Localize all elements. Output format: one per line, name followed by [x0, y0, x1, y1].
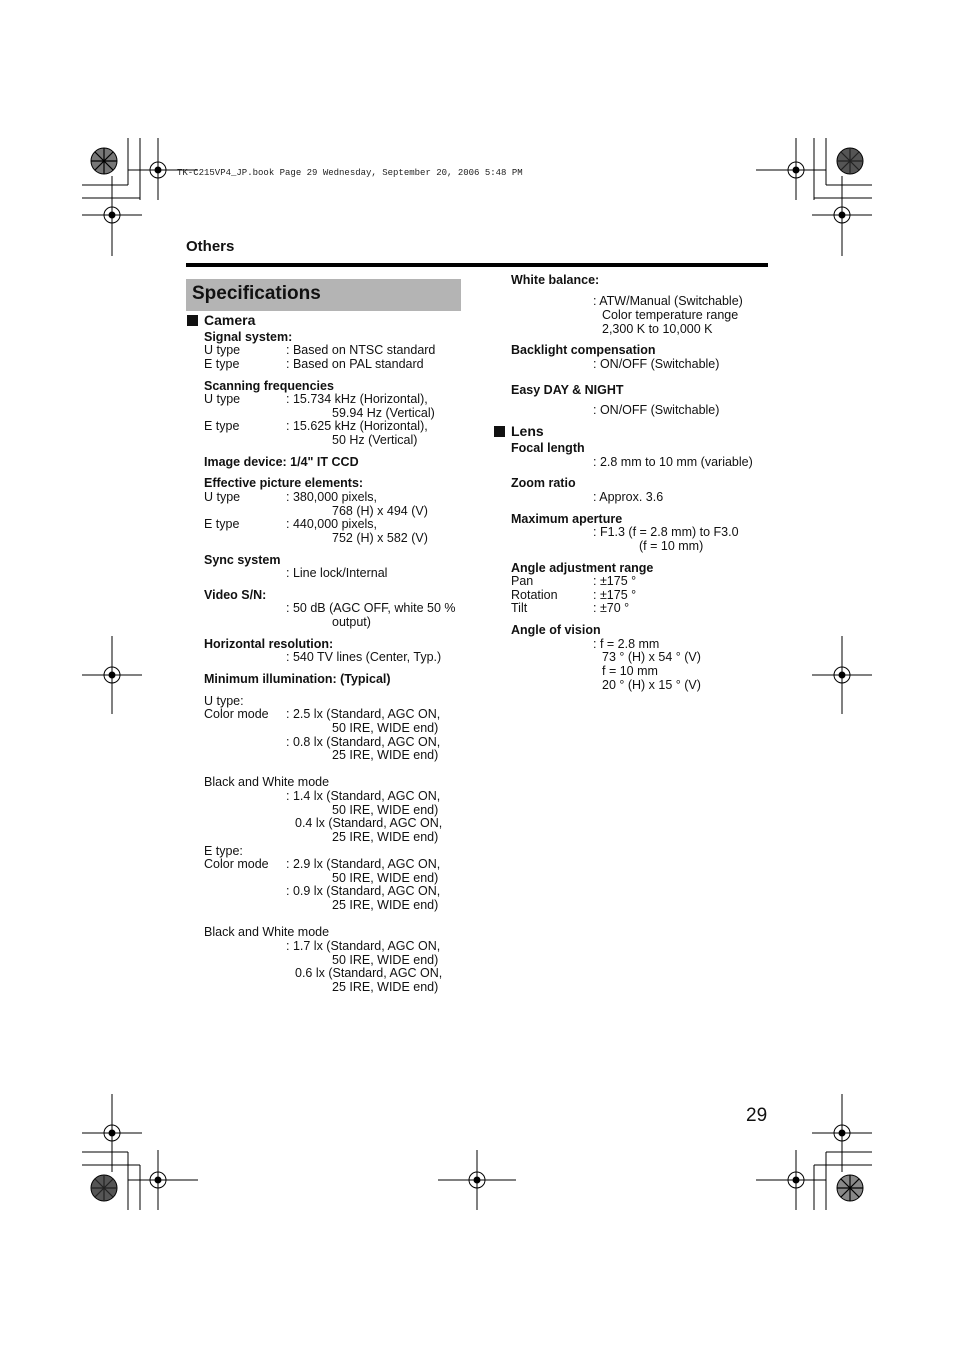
file-header: TK-C215VP4_JP.book Page 29 Wednesday, September 20, 2006 5:48 PM — [177, 168, 523, 178]
registration-mark-icon — [82, 1094, 142, 1172]
spec-value: (f = 10 mm) — [639, 539, 704, 553]
spec-sublabel: Black and White mode — [204, 775, 330, 789]
spec-value: : f = 2.8 mm — [593, 637, 660, 651]
spec-value: 25 IRE, WIDE end) — [332, 898, 439, 912]
spec-value: : ±175 ° — [593, 574, 637, 588]
registration-mark-icon — [438, 1150, 516, 1210]
spec-value: : ON/OFF (Switchable) — [593, 357, 720, 371]
spec-sublabel: Color mode — [204, 857, 269, 871]
registration-mark-icon — [812, 1094, 872, 1172]
spec-value: : 540 TV lines (Center, Typ.) — [286, 650, 442, 664]
spec-sublabel: Pan — [511, 574, 534, 588]
spec-value: : 2.9 lx (Standard, AGC ON, — [286, 857, 441, 871]
spec-value: : 2.8 mm to 10 mm (variable) — [593, 455, 753, 469]
registration-mark-icon — [812, 176, 872, 256]
spec-value: 50 IRE, WIDE end) — [332, 803, 439, 817]
registration-mark-icon — [82, 176, 142, 256]
registration-mark-icon — [812, 636, 872, 714]
spec-value: : 0.8 lx (Standard, AGC ON, — [286, 735, 441, 749]
spec-label: Zoom ratio — [511, 476, 576, 490]
spec-label: Video S/N: — [204, 588, 267, 602]
spec-value: 50 IRE, WIDE end) — [332, 871, 439, 885]
spec-value: 50 IRE, WIDE end) — [332, 953, 439, 967]
star-target-icon — [837, 148, 863, 174]
spec-label: Angle adjustment range — [511, 561, 654, 575]
spec-value: : Based on NTSC standard — [286, 343, 436, 357]
spec-label: White balance: — [511, 273, 600, 287]
spec-sublabel: Rotation — [511, 588, 558, 602]
page-title: Specifications — [192, 283, 321, 304]
spec-value: 73 ° (H) x 54 ° (V) — [602, 650, 701, 664]
spec-value: 0.6 lx (Standard, AGC ON, — [295, 966, 443, 980]
spec-sublabel: U type: — [204, 694, 244, 708]
spec-sublabel: E type — [204, 357, 240, 371]
spec-label: Backlight compensation — [511, 343, 656, 357]
spec-value: : 0.9 lx (Standard, AGC ON, — [286, 884, 441, 898]
registration-mark-icon — [756, 1150, 826, 1210]
spec-label: Scanning frequencies — [204, 379, 334, 393]
spec-value: output) — [332, 615, 371, 629]
bullet-square-icon — [187, 315, 198, 326]
spec-value: : Line lock/Internal — [286, 566, 388, 580]
star-target-icon — [91, 1175, 117, 1201]
spec-sublabel: U type — [204, 392, 241, 406]
spec-value: : 15.625 kHz (Horizontal), — [286, 419, 428, 433]
spec-value: : 15.734 kHz (Horizontal), — [286, 392, 428, 406]
registration-mark-icon — [128, 1150, 198, 1210]
spec-value: 59.94 Hz (Vertical) — [332, 406, 435, 420]
spec-value: : 2.5 lx (Standard, AGC ON, — [286, 707, 441, 721]
spec-sublabel: U type — [204, 343, 241, 357]
spec-value: : ±70 ° — [593, 601, 630, 615]
spec-label: Signal system: — [204, 330, 293, 344]
spec-value: 50 IRE, WIDE end) — [332, 721, 439, 735]
camera-heading: Camera — [204, 312, 256, 328]
spec-value: : 50 dB (AGC OFF, white 50 % — [286, 601, 456, 615]
spec-sublabel: Black and White mode — [204, 925, 330, 939]
spec-label: Angle of vision — [511, 623, 601, 637]
spec-label: Easy DAY & NIGHT — [511, 383, 624, 397]
spec-label: Effective picture elements: — [204, 476, 364, 490]
section-label: Others — [186, 238, 235, 255]
lens-heading: Lens — [511, 423, 544, 439]
spec-value: : F1.3 (f = 2.8 mm) to F3.0 — [593, 525, 739, 539]
registration-mark-icon — [756, 138, 826, 200]
spec-value: : Based on PAL standard — [286, 357, 424, 371]
spec-label: Focal length — [511, 441, 585, 455]
spec-value: 20 ° (H) x 15 ° (V) — [602, 678, 701, 692]
spec-label: Image device: 1/4" IT CCD — [204, 455, 359, 469]
spec-sublabel: E type: — [204, 844, 243, 858]
spec-value: : ±175 ° — [593, 588, 637, 602]
spec-value: : 1.4 lx (Standard, AGC ON, — [286, 789, 441, 803]
spec-label: Horizontal resolution: — [204, 637, 334, 651]
spec-value: 50 Hz (Vertical) — [332, 433, 418, 447]
spec-value: 768 (H) x 494 (V) — [332, 504, 428, 518]
star-target-icon — [91, 148, 117, 174]
spec-sublabel: U type — [204, 490, 241, 504]
spec-value: : Approx. 3.6 — [593, 490, 664, 504]
spec-value: : 1.7 lx (Standard, AGC ON, — [286, 939, 441, 953]
spec-label: Sync system — [204, 553, 281, 567]
spec-value: : 380,000 pixels, — [286, 490, 378, 504]
spec-label: Maximum aperture — [511, 512, 623, 526]
bullet-square-icon — [494, 426, 505, 437]
registration-mark-icon — [82, 636, 142, 714]
spec-value: : ON/OFF (Switchable) — [593, 403, 720, 417]
spec-sublabel: Tilt — [511, 601, 528, 615]
spec-value: 25 IRE, WIDE end) — [332, 980, 439, 994]
spec-value: Color temperature range — [602, 308, 739, 322]
spec-sublabel: Color mode — [204, 707, 269, 721]
spec-sublabel: E type — [204, 419, 240, 433]
spec-value: 752 (H) x 582 (V) — [332, 531, 428, 545]
spec-value: : ATW/Manual (Switchable) — [593, 294, 743, 308]
spec-label: Minimum illumination: (Typical) — [204, 672, 391, 686]
spec-value: 2,300 K to 10,000 K — [602, 322, 713, 336]
header-rule — [186, 263, 768, 267]
spec-sublabel: E type — [204, 517, 240, 531]
spec-value: 25 IRE, WIDE end) — [332, 830, 439, 844]
title-box — [186, 279, 461, 311]
spec-value: 25 IRE, WIDE end) — [332, 748, 439, 762]
star-target-icon — [837, 1175, 863, 1201]
spec-value: f = 10 mm — [602, 664, 658, 678]
spec-value: 0.4 lx (Standard, AGC ON, — [295, 816, 443, 830]
page-number: 29 — [746, 1105, 768, 1126]
spec-value: : 440,000 pixels, — [286, 517, 378, 531]
